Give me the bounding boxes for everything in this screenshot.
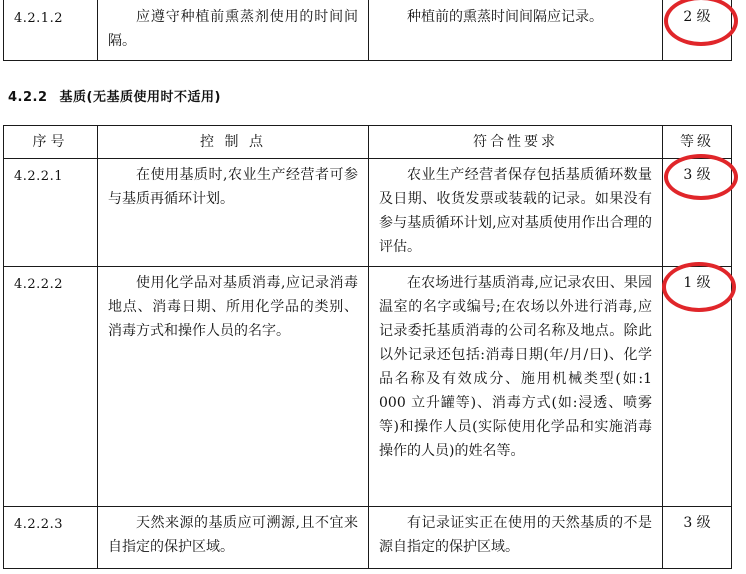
section-number: 4.2.2 (8, 90, 48, 105)
section-title: 基质(无基质使用时不适用) (59, 90, 221, 105)
requirement: 种植前的熏蒸时间间隔应记录。 (369, 0, 663, 61)
requirement: 在农场进行基质消毒,应记录农田、果园温室的名字或编号;在农场以外进行消毒,应记录委托基质消毒的公司名称及地点。除此以外记录还包括:消毒日期(年/月/日)、化学品名称及有效成分、施用机械类型(如:1 000 立升罐等)、消毒方式(如:浸透、喷雾等)和操作人员(实际使用化学品和实施消毒操作的人员)的姓名等。 (369, 267, 663, 507)
level: 1 级 (663, 267, 732, 507)
substrate-table (3, 125, 732, 569)
table-row (4, 507, 732, 569)
header-control: 控 制 点 (98, 126, 369, 159)
header-no: 序号 (4, 126, 98, 159)
level: 3 级 (663, 159, 732, 267)
control-point: 在使用基质时,农业生产经营者可参与基质再循环计划。 (98, 159, 369, 267)
requirement: 农业生产经营者保存包括基质循环数量及日期、收货发票或装载的记录。如果没有参与基质循环计划,应对基质使用作出合理的评估。 (369, 159, 663, 267)
header-requirement: 符合性要求 (369, 126, 663, 159)
control-point: 使用化学品对基质消毒,应记录消毒地点、消毒日期、所用化学品的类别、消毒方式和操作人员的名字。 (98, 267, 369, 507)
control-point: 应遵守种植前熏蒸剂使用的时间间隔。 (98, 0, 369, 61)
control-point: 天然来源的基质应可溯源,且不宜来自指定的保护区域。 (98, 507, 369, 569)
row-number: 4.2.2.3 (4, 507, 98, 569)
prev-table (3, 0, 732, 61)
row-number: 4.2.2.2 (4, 267, 98, 507)
annotation-circle (662, 262, 736, 312)
level: 2 级 (663, 0, 732, 61)
requirement: 有记录证实正在使用的天然基质的不是源自指定的保护区域。 (369, 507, 663, 569)
table-row (4, 0, 732, 61)
row-number: 4.2.1.2 (4, 0, 98, 61)
annotation-circle (664, 154, 738, 200)
section-heading (8, 86, 221, 110)
level: 3 级 (663, 507, 732, 569)
table-row (4, 159, 732, 267)
header-level: 等级 (663, 126, 732, 159)
table-row (4, 267, 732, 507)
table-header-row (4, 126, 732, 159)
row-number: 4.2.2.1 (4, 159, 98, 267)
